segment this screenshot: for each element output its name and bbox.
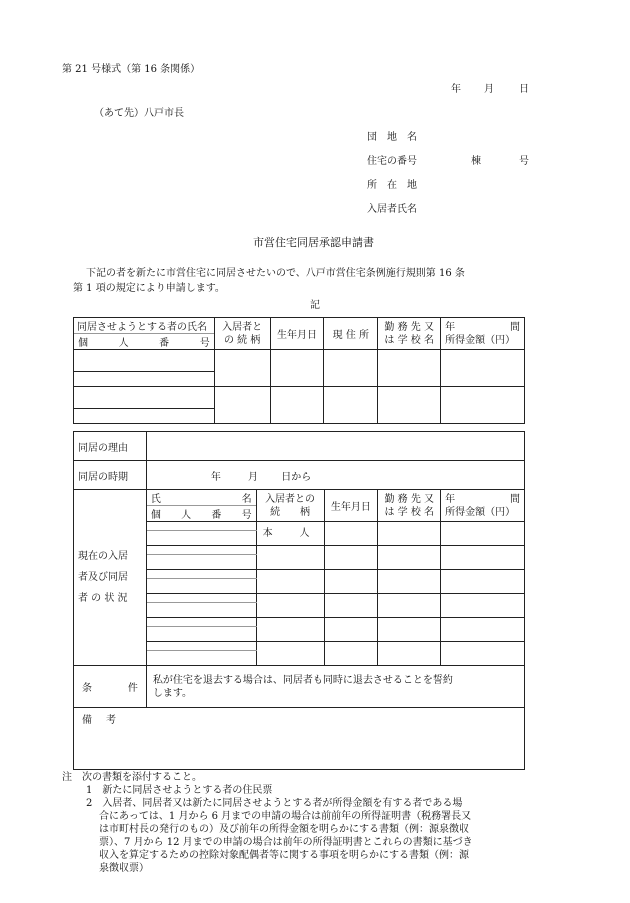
current-workplace-cell[interactable] [378,522,441,546]
current-income-cell[interactable] [441,546,525,570]
new-birthdate-cell[interactable] [270,350,324,387]
current-relation-header: 入居者との 続 柄 [256,490,324,522]
current-personal-number-boxes[interactable] [146,555,256,570]
current-name-cell[interactable] [146,594,256,603]
new-workplace-cell[interactable] [378,350,441,387]
current-birthdate-header: 生年月日 [324,490,378,522]
new-income-cell[interactable] [441,350,525,387]
condition-text: 私が住宅を退去する場合は、同居者も同時に退去させることを誓約 します。 [146,666,524,708]
current-relation-cell[interactable] [256,594,324,618]
period-field[interactable] [146,461,524,490]
intro-line-1: 下記の者を新たに市営住宅に同居させたいので、八戸市営住宅条例施行規則第 16 条 [86,268,465,279]
new-address-header: 現 住 所 [324,318,378,350]
notes-item-2-line: 票）、7 月から 12 月までの申請の場合は前年の所得証明書とこれらの書類に基づき [99,837,473,848]
current-personal-number-boxes[interactable] [146,627,256,642]
current-name-cell[interactable] [146,618,256,627]
period-suffix: 日から [281,471,312,483]
new-cohabitants-table [73,317,525,424]
building-label: 棟 [471,156,481,167]
current-birthdate-cell[interactable] [324,522,378,546]
current-income-cell[interactable] [441,570,525,594]
new-birthdate-cell[interactable] [270,387,324,424]
notes-item-2-line: 収入を算定するための控除対象配偶者等に関する事項を明らかにする書類（例：源 [99,850,469,861]
remarks-field[interactable] [74,708,525,770]
period-year: 年 [210,471,221,483]
new-address-cell[interactable] [324,350,378,387]
current-income-cell[interactable] [441,618,525,642]
current-personal-number-boxes[interactable] [146,579,256,594]
new-workplace-header: 勤 務 先 又 は 学 校 名 [378,318,441,350]
current-income-cell[interactable] [441,594,525,618]
notes-item-2-line: 合にあっては、1 月から 6 月までの申請の場合は前前年の所得証明書（税務署長又 [99,811,472,822]
unit-number-label: 号 [519,156,529,167]
current-birthdate-cell[interactable] [324,642,378,666]
condition-label: 条 件 [74,666,147,708]
estate-name-label: 団 地 名 [367,132,417,143]
current-relation-cell[interactable] [256,570,324,594]
notes-heading: 注 次の書類を添付すること。 [62,772,202,783]
new-birthdate-header: 生年月日 [270,318,324,350]
current-workplace-cell[interactable] [378,642,441,666]
period-label: 同居の時期 [74,461,147,490]
date-year: 年 [451,84,461,95]
notes-item-2-line: 2 入居者、同居者又は新たに同居させようとする者が所得金額を有する者である場 [86,798,463,809]
cohabitation-details-table [73,431,525,770]
current-name-cell[interactable] [146,546,256,555]
location-label: 所 在 地 [367,180,417,191]
notes-item-1: 1 新たに同居させようとする者の住民票 [86,785,273,796]
ki-label: 記 [310,300,320,311]
current-relation-cell[interactable] [256,642,324,666]
new-relation-cell[interactable] [214,350,270,387]
current-birthdate-cell[interactable] [324,570,378,594]
new-address-cell[interactable] [324,387,378,424]
current-name-header: 氏 名 [146,490,256,506]
current-income-header: 年 間 所得金額（円） [441,490,525,522]
date-month: 月 [484,84,494,95]
current-name-cell[interactable] [146,570,256,579]
current-workplace-cell[interactable] [378,618,441,642]
current-birthdate-cell[interactable] [324,594,378,618]
current-personal-number-boxes[interactable] [146,603,256,618]
period-month: 月 [248,471,259,483]
new-relation-cell[interactable] [214,387,270,424]
new-workplace-cell[interactable] [378,387,441,424]
current-income-cell[interactable] [441,522,525,546]
current-relation-cell[interactable] [256,618,324,642]
current-income-cell[interactable] [441,642,525,666]
new-income-cell[interactable] [441,387,525,424]
form-number: 第 21 号様式（第 16 条関係） [62,64,201,75]
remarks-label: 備 考 [82,715,116,726]
current-relation-cell[interactable] [256,546,324,570]
date-day: 日 [519,84,529,95]
current-name-cell[interactable] [146,642,256,651]
new-name-cell[interactable] [74,387,215,409]
reason-label: 同居の理由 [74,432,147,461]
house-number-label: 住宅の番号 [367,156,417,167]
addressee: （あて先）八戸市長 [94,108,184,119]
current-personal-number-boxes[interactable] [146,531,256,546]
reason-field[interactable] [146,432,524,461]
current-personal-number-boxes[interactable] [146,651,256,666]
new-name-header: 同居させようとする者の氏名 [74,318,215,334]
current-name-cell[interactable] [146,522,256,531]
current-personal-number-header: 個 人 番 号 [146,506,256,522]
current-birthdate-cell[interactable] [324,546,378,570]
current-workplace-cell[interactable] [378,594,441,618]
new-relation-header: 入居者と の 続 柄 [214,318,270,350]
resident-name-label: 入居者氏名 [367,204,417,215]
current-status-label: 現在の入居 者及び同居 者 の 状 況 [74,490,147,666]
current-relation-self: 本 人 [256,522,324,546]
notes [62,771,473,875]
new-personal-number-boxes[interactable] [74,409,215,424]
new-income-header: 年 間 所得金額（円） [441,318,525,350]
intro-line-2: 第 1 項の規定により申請します。 [73,283,225,294]
new-name-cell[interactable] [74,350,215,372]
current-workplace-cell[interactable] [378,546,441,570]
new-personal-number-boxes[interactable] [74,372,215,387]
current-workplace-cell[interactable] [378,570,441,594]
current-workplace-header: 勤 務 先 又 は 学 校 名 [378,490,441,522]
current-birthdate-cell[interactable] [324,618,378,642]
notes-item-2-line: は市町村長の発行のもの）及び前年の所得金額を明らかにする書類（例：源泉徴収 [99,824,469,835]
document-title: 市営住宅同居承認申請書 [253,236,374,249]
notes-item-2-line: 泉徴収票） [99,863,149,874]
new-personal-number-header: 個 人 番 号 [74,334,215,350]
